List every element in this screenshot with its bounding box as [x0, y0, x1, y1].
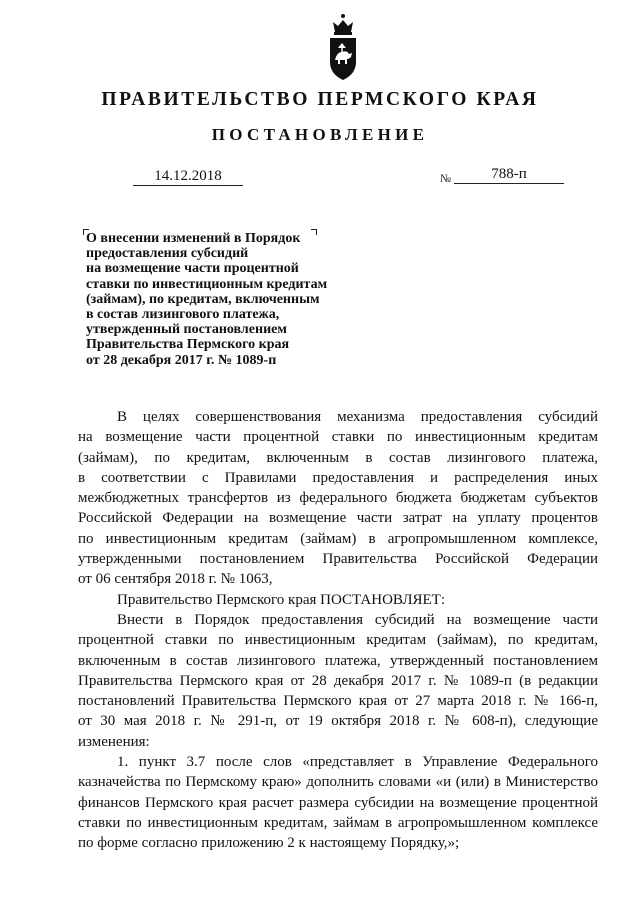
number-prefix: №: [440, 173, 451, 185]
body-line: процентной ставки по инвестиционным кредитам (займам), по кредитам,: [78, 632, 598, 649]
body-line: по форме согласно приложению 2 к настоящему Порядку,»;: [78, 835, 460, 852]
body-line: 1. пункт 3.7 после слов «представляет в Управление Федерального: [117, 754, 598, 771]
body-line: казначейства по Пермскому краю» дополнить словами «и (или) в Министерство: [78, 774, 598, 791]
subject-line: О внесении изменений в Порядок: [86, 231, 301, 246]
document-number: 788-п: [454, 165, 564, 184]
subject-line: (займам), по кредитам, включенным: [86, 291, 320, 307]
body-line: финансов Пермского края расчет размера субсидии на возмещение процентной: [78, 794, 598, 811]
body-line: (займам), по кредитам, включенным в состав лизингового платежа,: [78, 449, 598, 466]
body-line: Внести в Порядок предоставления субсидий на возмещение части: [117, 611, 598, 628]
body-line: изменения:: [78, 733, 150, 750]
body-line: Российской Федерации на возмещение части затрат на уплату процентов: [78, 510, 598, 527]
subject-line: предоставления субсидий: [86, 246, 249, 262]
body-line: по инвестиционным кредитам (займам) в агропромышленном комплексе,: [78, 530, 598, 547]
subject-line: утвержденный постановлением: [86, 322, 287, 338]
body-line: от 06 сентября 2018 г. № 1063,: [78, 571, 273, 588]
body-line: ставки по инвестиционным кредитам, займам в агропромышленном комплексе: [78, 814, 598, 831]
document-body: [78, 407, 598, 854]
decree-line: Правительство Пермского края ПОСТАНОВЛЯЕТ:: [117, 591, 446, 608]
subject-line: ставки по инвестиционным кредитам: [86, 276, 328, 292]
document-subject: [86, 231, 366, 368]
coat-of-arms-icon: [326, 12, 360, 82]
subject-line: на возмещение части процентной: [86, 261, 299, 277]
body-line: на возмещение части процентной ставки по инвестиционным кредитам: [78, 429, 598, 446]
subject-line: в состав лизингового платежа,: [86, 307, 280, 323]
body-line: от 30 мая 2018 г. № 291-п, от 19 октября 2018 г. № 608-п), следующие: [78, 713, 598, 730]
government-name: ПРАВИТЕЛЬСТВО ПЕРМСКОГО КРАЯ: [101, 89, 539, 110]
body-line: утвержденными постановлением Правительства Российской Федерации: [78, 551, 598, 568]
body-line: межбюджетных трансфертов из федерального бюджета бюджетам субъектов: [78, 490, 598, 507]
body-line: В целях совершенствования механизма предоставления субсидий: [117, 409, 598, 425]
body-line: постановлений Правительства Пермского края от 27 марта 2018 г. № 166-п,: [78, 693, 598, 710]
document-date: 14.12.2018: [133, 167, 243, 186]
subject-line: Правительства Пермского края: [86, 337, 290, 353]
document-type: ПОСТАНОВЛЕНИЕ: [211, 125, 429, 144]
body-line: Правительства Пермского края от 28 декабря 2017 г. № 1089-п (в редакции: [78, 672, 598, 689]
subject-line: от 28 декабря 2017 г. № 1089-п: [86, 352, 277, 368]
body-line: в соответствии с Правилами предоставления и распределения иных: [78, 469, 598, 486]
body-line: включенным в состав лизингового платежа, утвержденный постановлением: [78, 652, 598, 669]
